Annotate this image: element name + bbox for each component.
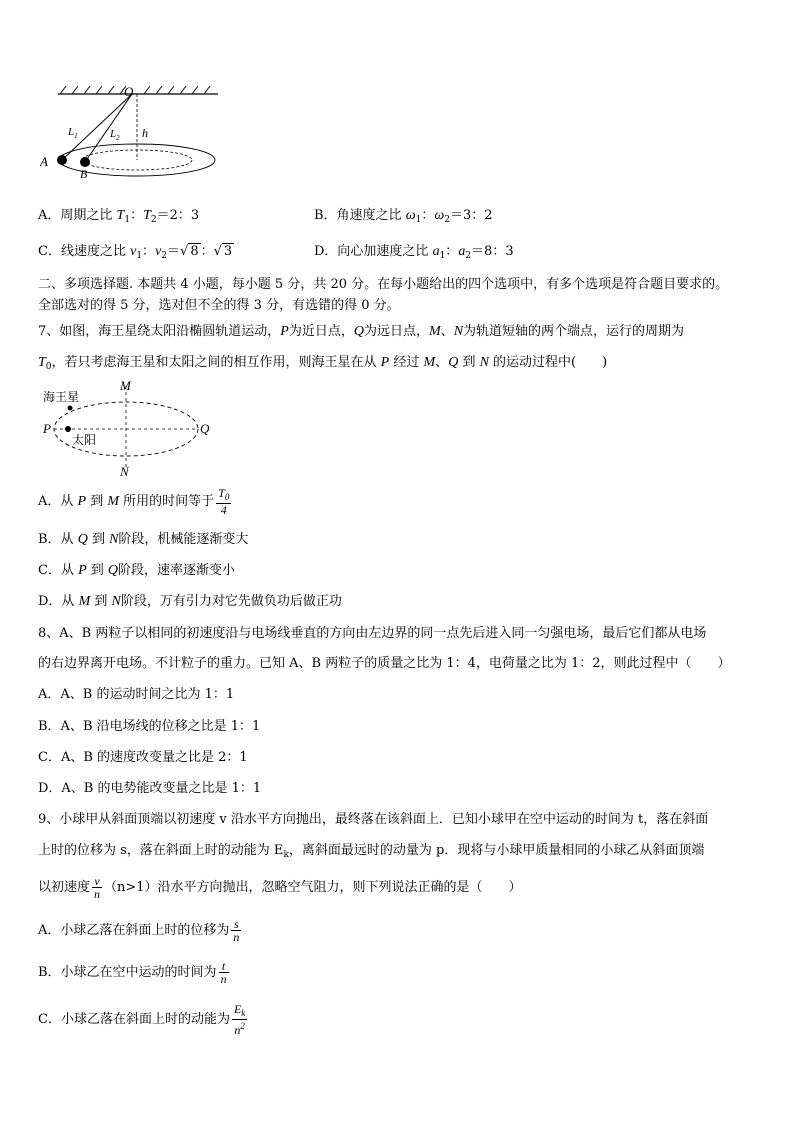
section2-line1: 二、多项选择题. 本题共 4 小题，每小题 5 分，共 20 分。在每小题给出的四个选项中，有多个选项是符合题目要求的。 xyxy=(38,277,729,292)
ceiling-hatch xyxy=(60,86,210,94)
q9-option-a: A．小球乙落在斜面上时的位移为 $\frac{s}{n}$ xyxy=(38,917,240,944)
ball-a xyxy=(57,155,67,165)
q9-line1: 9、小球甲从斜面顶端以初速度 v 沿水平方向抛出，最终落在该斜面上．已知小球甲在空中运动的时间为 t，落在斜面 xyxy=(38,812,709,827)
label-n: N xyxy=(120,464,129,478)
neptune-dot xyxy=(68,406,73,411)
q7-line1: 7、如图，海王星绕太阳沿椭圆轨道运动，P为近日点，Q为远日点，M、N为轨道短轴的两个端点，运行的周期为 xyxy=(38,324,685,339)
q9-line2: 上时的位移为 s，落在斜面上时的动能为 $E_k$，离斜面最远时的动量为 p．现将与小球甲质量相同的小球乙从斜面顶端 xyxy=(38,843,705,860)
q6-option-c: C．线速度之比 $v_1$：$v_2=√$ 8 ：√ 3 xyxy=(38,244,233,261)
label-m: M xyxy=(120,378,131,393)
q7-line2: $T_0$，若只考虑海王星和太阳之间的相互作用，则海王星在从 P 经过 M、Q 到 N 的运动过程中( ) xyxy=(38,355,608,372)
q8-option-d: D．A、B 的电势能改变量之比是 1：1 xyxy=(38,781,262,796)
sun-dot xyxy=(65,426,71,432)
label-o: O xyxy=(124,84,134,99)
orbit-figure xyxy=(40,378,220,478)
label-neptune: 海王星 xyxy=(43,390,80,404)
label-q: Q xyxy=(200,421,210,436)
label-h: h xyxy=(142,126,148,140)
q9-option-c: C．小球乙落在斜面上时的动能为 $\frac{E_k}{n^2}$ xyxy=(38,1002,246,1037)
q6-option-a: A．周期之比 $T_1$：$T_2=2$：3 xyxy=(38,208,200,225)
q7-option-b: B．从 Q 到 N阶段，机械能逐渐变大 xyxy=(38,532,249,547)
conical-pendulum-figure xyxy=(40,82,230,182)
q9-option-b: B．小球乙在空中运动的时间为 $\frac{t}{n}$ xyxy=(38,959,227,986)
q8-option-a: A．A、B 的运动时间之比为 1：1 xyxy=(38,687,235,702)
q8-option-b: B．A、B 沿电场线的位移之比是 1：1 xyxy=(38,719,261,734)
q8-option-c: C．A、B 的速度改变量之比是 2：1 xyxy=(38,750,248,765)
string-l2 xyxy=(85,94,132,162)
q8-line2: 的右边界离开电场。不计粒子的重力。已知 A、B 两粒子的质量之比为 1：4，电荷量之比为 1：2，则此过程中（ ） xyxy=(38,656,731,671)
q9-line3: 以初速度 $\frac{v}{n}$ （n>1）沿水平方向抛出，忽略空气阻力，则下列说法正确的是（ ） xyxy=(38,874,522,901)
q7-option-a: A．从 P 到 M 所用的时间等于 $\frac{T_0}{4}$ xyxy=(38,486,230,517)
q7-option-c: C．从 P 到 Q阶段，速率逐渐变小 xyxy=(38,563,236,578)
q8-line1: 8、A、B 两粒子以相同的初速度沿与电场线垂直的方向由左边界的同一点先后进入同一匀强电场，最后它们都从电场 xyxy=(38,626,707,641)
q6-option-d: D．向心加速度之比 $a_1$：$a_2=8$：3 xyxy=(314,244,514,261)
q6-option-b: B．角速度之比 $\omega_1$：$\omega_2=3$：2 xyxy=(314,208,493,225)
label-sun: 太阳 xyxy=(72,433,97,447)
q7-option-d: D．从 M 到 N阶段，万有引力对它先做负功后做正功 xyxy=(38,594,342,609)
label-l1: $L_1$ xyxy=(68,126,78,140)
label-p: P xyxy=(43,421,51,436)
label-l2: $L_2$ xyxy=(110,128,120,142)
label-a: A xyxy=(40,154,48,169)
section2-line2: 全部选对的得 5 分，选对但不全的得 3 分，有选错的得 0 分。 xyxy=(38,298,400,313)
ball-b xyxy=(80,157,90,167)
label-b: B xyxy=(80,167,88,181)
